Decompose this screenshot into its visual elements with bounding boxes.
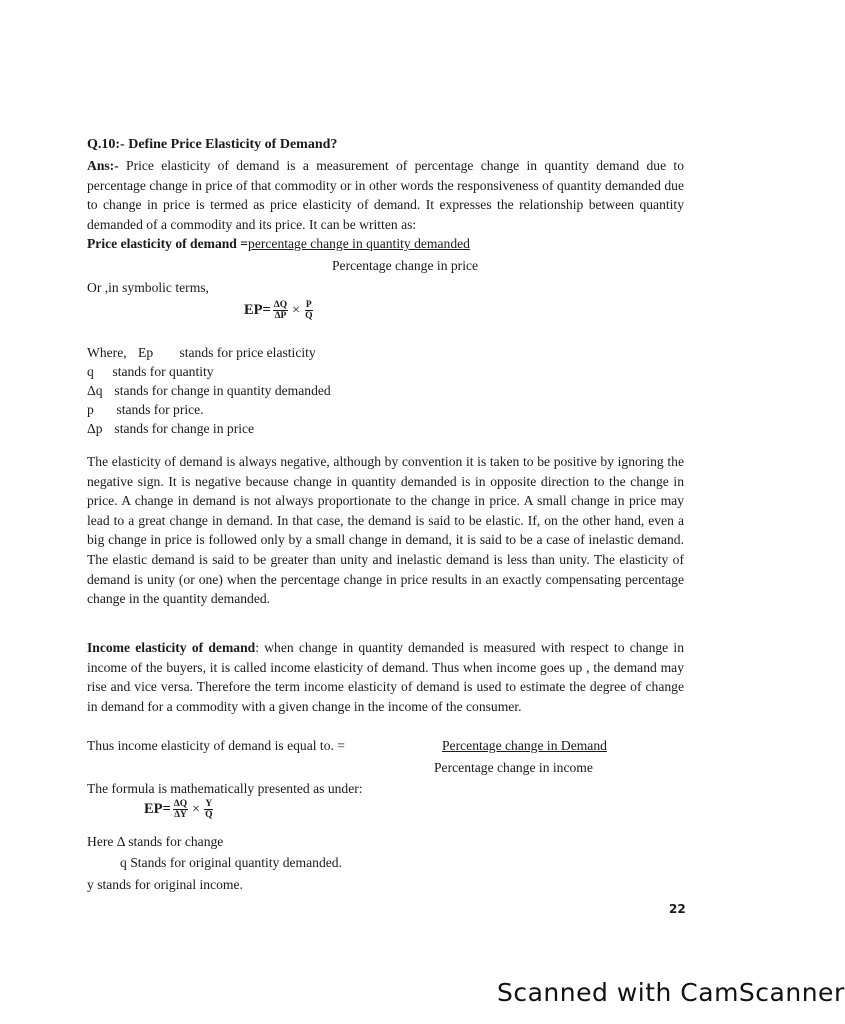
fraction-numerator: P: [305, 300, 312, 310]
page-number: 22: [669, 902, 686, 916]
question-heading: Q.10:- Define Price Elasticity of Demand?: [87, 137, 338, 152]
where-row: [87, 362, 214, 381]
fraction-numerator: Y: [205, 799, 213, 809]
definition-line: [87, 234, 470, 253]
formula-intro: The formula is mathematically presented as under:: [87, 781, 363, 796]
symbolic-intro: Or ,in symbolic terms,: [87, 280, 209, 295]
income-denominator: Percentage change in income: [434, 760, 593, 775]
income-elasticity-formula: [144, 799, 215, 820]
fraction-denominator: Q: [305, 311, 313, 321]
where-row: [87, 419, 254, 438]
answer-label: Ans:-: [87, 158, 119, 173]
income-text: : when change in quantity demanded is measured with respect to change in income of the buyers, it is called income elasticity of demand. Thus when income goes up , the demand may rise and vice versa. Therefore the term income elasticity of demand is used to estimate the degree of change in demand for a commodity with a given change in the income of the consumer.: [87, 640, 684, 714]
where-text: stands for price.: [116, 402, 204, 417]
fraction-denominator: ΔY: [174, 810, 187, 820]
income-numerator: Percentage change in Demand: [442, 738, 607, 753]
fraction-numerator: ΔQ: [173, 799, 188, 809]
times-sign: ×: [292, 302, 301, 318]
definition-numerator: percentage change in quantity demanded: [248, 236, 470, 251]
fraction-denominator: Q: [205, 810, 213, 820]
definition-label: Price elasticity of demand =: [87, 236, 249, 251]
times-sign: ×: [192, 801, 201, 817]
here-line: q Stands for original quantity demanded.: [120, 855, 342, 870]
price-elasticity-formula: [244, 300, 315, 321]
here-line: Here Δ stands for change: [87, 834, 224, 849]
where-row: [87, 343, 316, 362]
scanner-watermark: Scanned with CamScanner: [497, 978, 845, 1007]
answer-text: Price elasticity of demand is a measurement of percentage change in quantity demand due to percentage change in price of that commodity or in other words the responsiveness of quantity demanded due to change in price is termed as price elasticity of demand. It expresses the relationship between quantity demanded of a commodity and its price. It can be written as:: [87, 158, 684, 232]
where-symbol: Ep: [138, 345, 154, 360]
fraction-delta-q-over-delta-y: [173, 799, 188, 820]
where-text: stands for quantity: [112, 364, 214, 379]
where-row: [87, 400, 204, 419]
where-symbol: q: [87, 364, 94, 379]
where-text: stands for change in price: [114, 421, 255, 436]
income-equal-line: Thus income elasticity of demand is equal to. =: [87, 738, 345, 753]
formula-prefix: EP=: [144, 801, 171, 817]
fraction-y-over-q: [204, 799, 213, 820]
where-text: stands for change in quantity demanded: [114, 383, 331, 398]
definition-denominator: Percentage change in price: [332, 258, 479, 273]
where-symbol: p: [87, 402, 94, 417]
where-lead: Where,: [87, 345, 127, 360]
where-symbol: Δp: [87, 421, 103, 436]
fraction-delta-q-over-delta-p: [273, 300, 288, 321]
fraction-denominator: ΔP: [274, 311, 287, 321]
where-text: stands for price elasticity: [179, 345, 316, 360]
fraction-numerator: ΔQ: [273, 300, 288, 310]
fraction-p-over-q: [304, 300, 313, 321]
where-symbol: Δq: [87, 383, 103, 398]
where-row: [87, 381, 331, 400]
here-line: y stands for original income.: [87, 877, 243, 892]
elasticity-paragraph: The elasticity of demand is always negative, although by convention it is taken to be positive by ignoring the negative sign. It is negative because change in quantity demanded is in opposite direction to the change in price. A change in demand is not always proportionate to the change in price. A small change in price may lead to a great change in demand. In that case, the demand is said to be elastic. If, on the other hand, even a big change in price is followed only by a small change in demand, it is said to be a case of inelastic demand. The elastic demand is said to be greater than unity and inelastic demand is less than unity. The elasticity of demand is unity (or one) when the percentage change in price results in an exactly compensating percentage change in the quantity demanded.: [87, 454, 684, 607]
income-paragraph: [87, 638, 684, 716]
income-label: Income elasticity of demand: [87, 640, 256, 655]
answer-paragraph: [87, 156, 684, 234]
formula-prefix: EP=: [244, 302, 271, 318]
